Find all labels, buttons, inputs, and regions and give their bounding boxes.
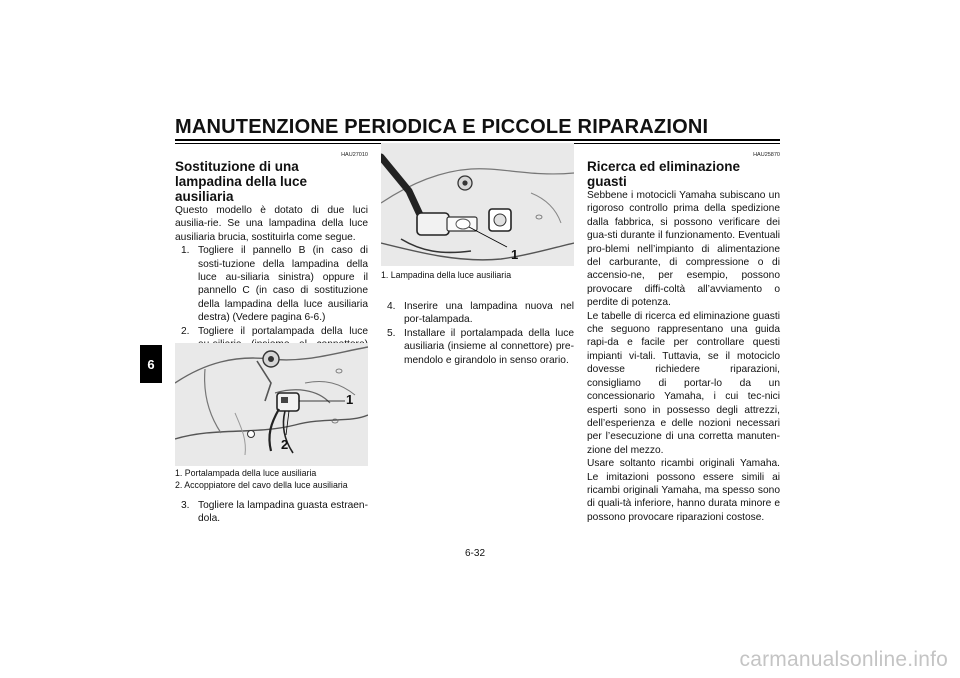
step-item: 4. Inserire una lampadina nuova nel por-talampada. xyxy=(387,301,574,326)
steps-list xyxy=(381,300,574,367)
step-item: 3. Togliere la lampadina guasta estraen-dola. xyxy=(181,500,368,525)
section-title: Ricerca ed eliminazione guasti xyxy=(587,159,741,189)
bulb-illustration xyxy=(381,143,574,266)
callout-1: 1 xyxy=(511,247,519,262)
intro-paragraph: Questo modello è dotato di due luci ausilia-rie. Se una lampadina della luce ausiliaria brucia, sostituirla come segue. xyxy=(175,205,368,243)
step-item: 1. Togliere il pannello B (in caso di sosti-tuzione della lampadina della luce au-siliaria sinistra) oppure il pannello C (in caso di sostituzione della lampadina della luce ausiliaria destra) (Vedere pagina 6-6.) xyxy=(181,245,368,324)
figure-captions-left xyxy=(175,467,375,491)
middle-column xyxy=(381,300,574,367)
figure-bulb xyxy=(381,143,574,266)
paragraph: Le tabelle di ricerca ed eliminazione guasti che seguono rappresentano una guida rapi-da e facile per controllare questi impianti vi-tali. Tuttavia, se il motociclo dovesse richiedere riparazioni, consigliamo di portar-lo da un concessionario Yamaha, i cui tec-nici esperti sono in possesso degli attrezzi, dell’esperienza e delle nozioni necessari per l’esecuzione di una corretta manuten-zione del mezzo. xyxy=(587,310,780,456)
section-code: HAU27010 xyxy=(341,152,368,158)
lamp-holder-illustration xyxy=(175,343,368,466)
paragraph: Sebbene i motocicli Yamaha subiscano un rigoroso controllo prima della spedizione dalla fabbrica, si possono verificare dei gua-sti durante il funzionamento. Eventuali pro-blemi nell’impianto di alimentazione del carburante, di compressione o di accensio-ne, per esempio, possono provocare diffi-coltà all’avviamento o perdite di potenza. xyxy=(587,190,780,309)
callout-1: 1 xyxy=(346,392,354,407)
caption-item: 1. Portalampada della luce ausiliaria xyxy=(175,468,317,478)
page-number: 6-32 xyxy=(465,548,486,559)
right-column xyxy=(587,152,780,524)
figure-captions-middle xyxy=(381,269,581,281)
step-item: 5. Installare il portalampada della luce ausiliaria (insieme al connettore) pre-mendolo e girandolo in senso orario. xyxy=(387,327,574,366)
page-title: MANUTENZIONE PERIODICA E PICCOLE RIPARAZIONI xyxy=(175,116,709,138)
section-code: HAU25870 xyxy=(753,152,780,158)
chapter-tab: 6 xyxy=(140,345,162,383)
callout-2: 2 xyxy=(281,437,289,452)
figure-lamp-holder xyxy=(175,343,368,466)
caption-item: 2. Accoppiatore del cavo della luce ausiliaria xyxy=(175,480,348,491)
paragraph: Usare soltanto ricambi originali Yamaha. Le imitazioni possono essere simili ai ricambi originali Yamaha, ma spesso sono di quali-tà inferiore, hanno durata minore e possono provocare riparazioni costose. xyxy=(587,458,780,523)
section-title: Sostituzione di una lampadina della luce ausiliaria xyxy=(175,159,308,204)
caption-item: 1. Lampadina della luce ausiliaria xyxy=(381,270,512,280)
step-item: 2. Togliere il portalampada della luce xyxy=(181,325,368,337)
title-rule xyxy=(175,139,780,141)
watermark: carmanualsonline.info xyxy=(739,648,948,671)
left-column-step3 xyxy=(175,499,368,526)
steps-list xyxy=(175,499,368,526)
